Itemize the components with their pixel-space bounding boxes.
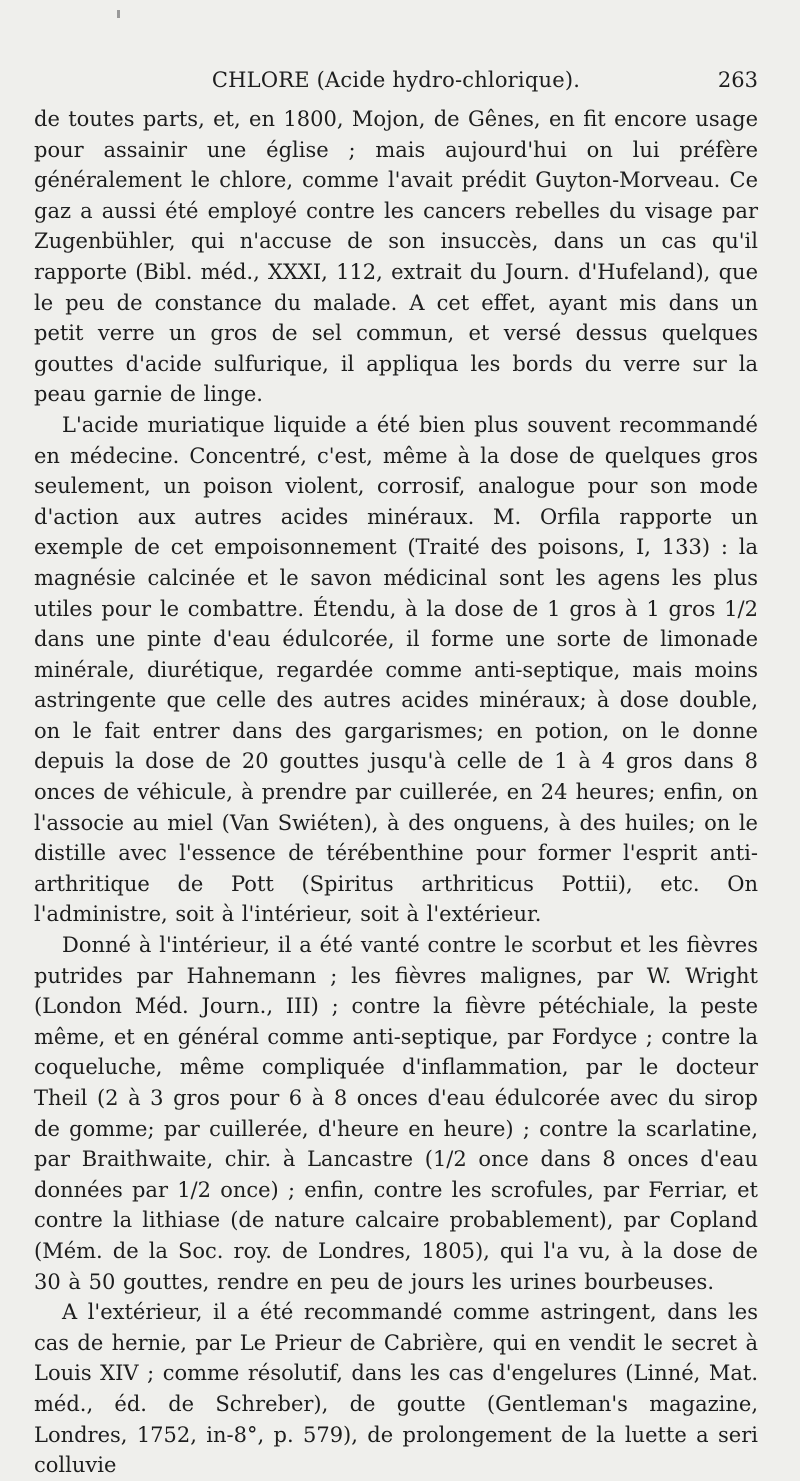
- body-text: [34, 104, 758, 1481]
- paragraph: A l'extérieur, il a été recommandé comme astringent, dans les cas de hernie, par Le Prieur de Cabrière, qui en vendit le secret à Louis XIV ; comme résolutif, dans les cas d'engelures (Linné, Mat. méd., éd. de Schreber), de goutte (Gentleman's magazine, Londres, 1752, in-8°, p. 579), de prolongement de la luette a seri colluvie: [34, 1300, 758, 1478]
- page-title: CHLORE (Acide hydro-chlorique).: [211, 68, 581, 92]
- page-number: 263: [717, 68, 758, 92]
- ink-speck: [117, 10, 120, 18]
- running-header: [34, 68, 758, 102]
- paragraph: de toutes parts, et, en 1800, Mojon, de Gênes, en fit encore usage pour assainir une église ; mais aujourd'hui on lui préfère généralement le chlore, comme l'avait prédit Guyton-Morveau. Ce gaz a aussi été employé contre les cancers rebelles du visage par Zugenbühler, qui n'accuse de son insuccès, dans un cas qu'il rapporte (Bibl. méd., XXXI, 112, extrait du Journ. d'Hufeland), que le peu de constance du malade. A cet effet, ayant mis dans un petit verre un gros de sel commun, et versé dessus quelques gouttes d'acide sulfurique, il appliqua les bords du verre sur la peau garnie de linge.: [34, 107, 758, 407]
- paragraph: Donné à l'intérieur, il a été vanté contre le scorbut et les fièvres putrides par Hahnemann ; les fièvres malignes, par W. Wright (London Méd. Journ., III) ; contre la fièvre pétéchiale, la peste même, et en général comme anti-septique, par Fordyce ; contre la coqueluche, même compliquée d'inflammation, par le docteur Theil (2 à 3 gros pour 6 à 8 onces d'eau édulcorée avec du sirop de gomme; par cuillerée, d'heure en heure) ; contre la scarlatine, par Braithwaite, chir. à Lancastre (1/2 once dans 8 onces d'eau données par 1/2 once) ; enfin, contre les scrofules, par Ferriar, et contre la lithiase (de nature calcaire probablement), par Copland (Mém. de la Soc. roy. de Londres, 1805), qui l'a vu, à la dose de 30 à 50 gouttes, rendre en peu de jours les urines bourbeuses.: [34, 933, 758, 1294]
- paragraph: L'acide muriatique liquide a été bien plus souvent recommandé en médecine. Concentré, c'est, même à la dose de quelques gros seulement, un poison violent, corrosif, analogue pour son mode d'action aux autres acides minéraux. M. Orfila rapporte un exemple de cet empoisonnement (Traité des poisons, I, 133) : la magnésie calcinée et le savon médicinal sont les agens les plus utiles pour le combattre. Étendu, à la dose de 1 gros à 1 gros 1/2 dans une pinte d'eau édulcorée, il forme une sorte de limonade minérale, diurétique, regardée comme anti-septique, mais moins astringente que celle des autres acides minéraux; à dose double, on le fait entrer dans des gargarismes; en potion, on le donne depuis la dose de 20 gouttes jusqu'à celle de 1 à 4 gros dans 8 onces de véhicule, à prendre par cuillerée, en 24 heures; enfin, on l'associe au miel (Van Swiéten), à des onguens, à des huiles; on le distille avec l'essence de térébenthine pour former l'esprit anti-arthritique de Pott (Spiritus arthriticus Pottii), etc. On l'administre, soit à l'intérieur, soit à l'extérieur.: [34, 412, 758, 927]
